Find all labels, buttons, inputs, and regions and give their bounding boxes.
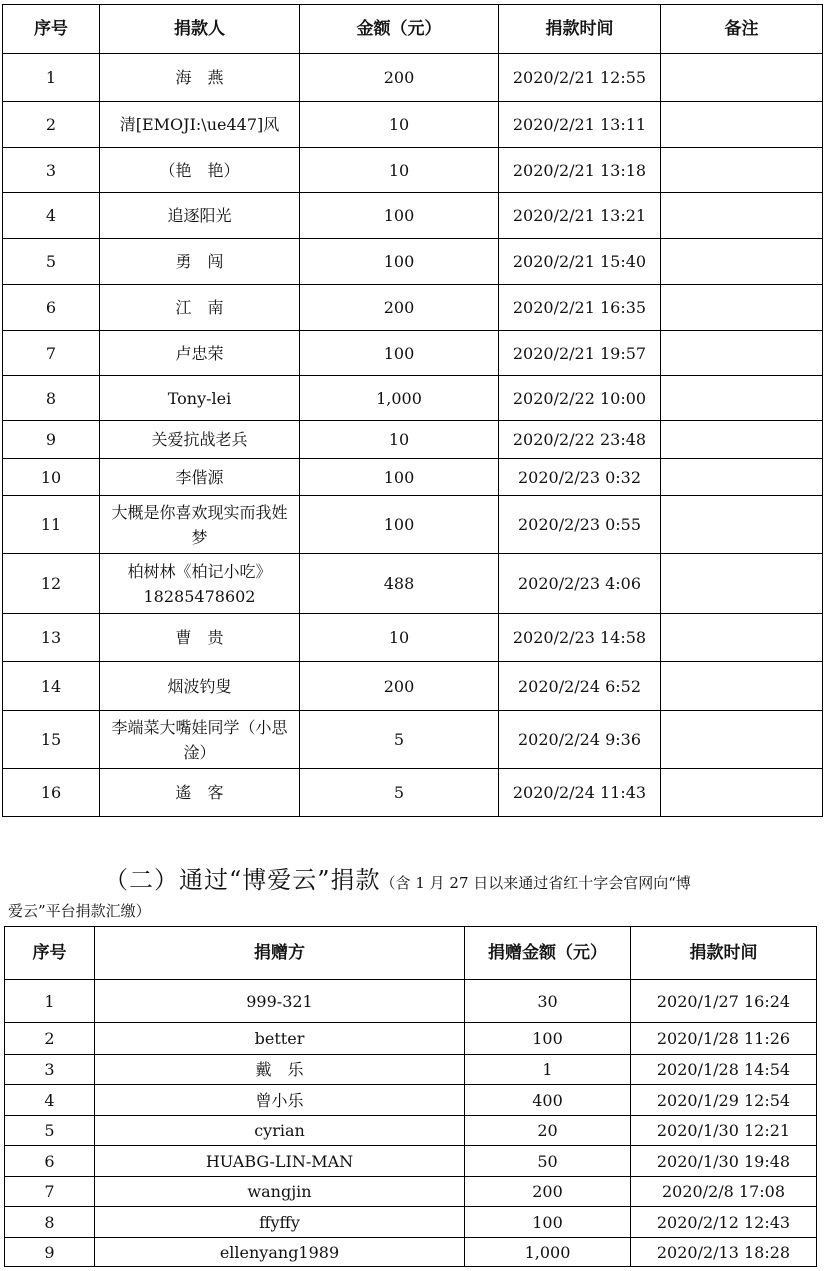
cell-time: 2020/2/24 9:36 — [499, 711, 661, 769]
table-row — [5, 1207, 817, 1238]
cell-donor: 柏树林《柏记小吃》18285478602 — [100, 554, 300, 614]
cell-amount: 100 — [300, 331, 499, 376]
cell-amount: 30 — [465, 980, 631, 1023]
cell-no: 6 — [3, 285, 100, 331]
cell-time: 2020/1/30 19:48 — [631, 1146, 817, 1177]
cell-donor: 追逐阳光 — [100, 193, 300, 239]
cell-no: 3 — [5, 1055, 95, 1085]
cell-no: 8 — [5, 1207, 95, 1238]
cell-donor: 戴 乐 — [95, 1055, 465, 1085]
cell-amount: 1 — [465, 1055, 631, 1085]
cell-time: 2020/2/21 12:55 — [499, 54, 661, 102]
cell-amount: 1,000 — [465, 1238, 631, 1267]
col-header-no: 序号 — [5, 927, 95, 980]
cell-note — [661, 102, 823, 148]
table-row — [3, 459, 823, 496]
table-row — [3, 193, 823, 239]
cell-amount: 200 — [465, 1177, 631, 1207]
table-row — [3, 662, 823, 711]
cell-no: 11 — [3, 496, 100, 554]
cell-no: 2 — [5, 1023, 95, 1055]
cell-time: 2020/2/24 11:43 — [499, 769, 661, 817]
cell-donor: cyrian — [95, 1116, 465, 1146]
cell-time: 2020/2/21 16:35 — [499, 285, 661, 331]
cell-amount: 10 — [300, 421, 499, 459]
cell-note — [661, 54, 823, 102]
cell-donor: 李偕源 — [100, 459, 300, 496]
table-row — [5, 1177, 817, 1207]
cell-donor: 烟波钓叟 — [100, 662, 300, 711]
cell-amount: 1,000 — [300, 376, 499, 421]
cell-note — [661, 459, 823, 496]
cell-donor: 清[EMOJI:\ue447]风 — [100, 102, 300, 148]
col-header-time: 捐款时间 — [631, 927, 817, 980]
cell-no: 13 — [3, 614, 100, 662]
cell-note — [661, 239, 823, 285]
cell-no: 3 — [3, 148, 100, 193]
table-row — [3, 331, 823, 376]
cell-note — [661, 331, 823, 376]
table-row — [3, 102, 823, 148]
cell-no: 1 — [3, 54, 100, 102]
cell-note — [661, 421, 823, 459]
cell-no: 14 — [3, 662, 100, 711]
cell-time: 2020/2/23 4:06 — [499, 554, 661, 614]
cell-amount: 488 — [300, 554, 499, 614]
cell-note — [661, 614, 823, 662]
cell-time: 2020/2/21 13:18 — [499, 148, 661, 193]
cell-note — [661, 193, 823, 239]
table-row — [3, 54, 823, 102]
table-row — [5, 1238, 817, 1267]
table2-header-row — [5, 927, 817, 980]
cell-donor: ffyffy — [95, 1207, 465, 1238]
cell-time: 2020/2/22 10:00 — [499, 376, 661, 421]
col-header-donor: 捐款人 — [100, 5, 300, 54]
col-header-amount: 捐赠金额（元） — [465, 927, 631, 980]
table-row — [3, 285, 823, 331]
cell-donor: 勇 闯 — [100, 239, 300, 285]
cell-amount: 10 — [300, 102, 499, 148]
cell-note — [661, 148, 823, 193]
cell-note — [661, 769, 823, 817]
cell-time: 2020/1/28 11:26 — [631, 1023, 817, 1055]
cell-donor: （艳 艳） — [100, 148, 300, 193]
table-row — [3, 148, 823, 193]
cell-no: 16 — [3, 769, 100, 817]
cell-no: 7 — [3, 331, 100, 376]
cell-note — [661, 496, 823, 554]
cell-amount: 100 — [300, 459, 499, 496]
cell-amount: 5 — [300, 769, 499, 817]
cell-amount: 200 — [300, 54, 499, 102]
cell-time: 2020/2/21 13:11 — [499, 102, 661, 148]
cell-time: 2020/2/22 23:48 — [499, 421, 661, 459]
cell-no: 5 — [5, 1116, 95, 1146]
cell-note — [661, 376, 823, 421]
cell-time: 2020/2/21 19:57 — [499, 331, 661, 376]
cell-donor: 卢忠荣 — [100, 331, 300, 376]
cell-amount: 100 — [300, 193, 499, 239]
donation-table-2 — [4, 926, 817, 1267]
cell-amount: 10 — [300, 148, 499, 193]
cell-time: 2020/1/30 12:21 — [631, 1116, 817, 1146]
cell-donor: HUABG-LIN-MAN — [95, 1146, 465, 1177]
cell-no: 7 — [5, 1177, 95, 1207]
cell-time: 2020/1/28 14:54 — [631, 1055, 817, 1085]
cell-donor: 海 燕 — [100, 54, 300, 102]
cell-no: 12 — [3, 554, 100, 614]
table-row — [3, 711, 823, 769]
table-row — [3, 376, 823, 421]
cell-amount: 100 — [300, 239, 499, 285]
section2-note-part1: （含 1 月 27 日以来通过省红十字会官网向“博 — [380, 874, 691, 892]
cell-amount: 200 — [300, 285, 499, 331]
cell-no: 15 — [3, 711, 100, 769]
cell-amount: 20 — [465, 1116, 631, 1146]
cell-time: 2020/2/21 13:21 — [499, 193, 661, 239]
cell-note — [661, 662, 823, 711]
cell-donor: 遙 客 — [100, 769, 300, 817]
table-row — [5, 980, 817, 1023]
section2-title: （二）通过“博爱云”捐款 — [104, 866, 381, 894]
cell-no: 4 — [3, 193, 100, 239]
cell-note — [661, 285, 823, 331]
cell-no: 4 — [5, 1085, 95, 1116]
cell-no: 9 — [5, 1238, 95, 1267]
col-header-no: 序号 — [3, 5, 100, 54]
table1-header-row — [3, 5, 823, 54]
col-header-amount: 金额（元） — [300, 5, 499, 54]
cell-no: 1 — [5, 980, 95, 1023]
cell-time: 2020/1/27 16:24 — [631, 980, 817, 1023]
cell-amount: 100 — [465, 1023, 631, 1055]
table-row — [3, 554, 823, 614]
table-row — [3, 421, 823, 459]
cell-time: 2020/2/23 0:32 — [499, 459, 661, 496]
cell-amount: 50 — [465, 1146, 631, 1177]
table-row — [5, 1146, 817, 1177]
cell-time: 2020/2/13 18:28 — [631, 1238, 817, 1267]
col-header-note: 备注 — [661, 5, 823, 54]
cell-donor: 999-321 — [95, 980, 465, 1023]
cell-no: 10 — [3, 459, 100, 496]
cell-no: 5 — [3, 239, 100, 285]
table-row — [5, 1055, 817, 1085]
table-row — [3, 239, 823, 285]
cell-no: 8 — [3, 376, 100, 421]
cell-donor: ellenyang1989 — [95, 1238, 465, 1267]
table-row — [3, 769, 823, 817]
cell-time: 2020/2/23 0:55 — [499, 496, 661, 554]
cell-amount: 400 — [465, 1085, 631, 1116]
cell-note — [661, 711, 823, 769]
cell-no: 9 — [3, 421, 100, 459]
cell-amount: 5 — [300, 711, 499, 769]
col-header-donor: 捐赠方 — [95, 927, 465, 980]
col-header-time: 捐款时间 — [499, 5, 661, 54]
table-row — [5, 1023, 817, 1055]
donation-table-1 — [2, 4, 823, 817]
table-row — [3, 496, 823, 554]
cell-donor: 曾小乐 — [95, 1085, 465, 1116]
cell-no: 2 — [3, 102, 100, 148]
cell-time: 2020/2/12 12:43 — [631, 1207, 817, 1238]
cell-donor: 大概是你喜欢现实而我姓梦 — [100, 496, 300, 554]
cell-time: 2020/2/24 6:52 — [499, 662, 661, 711]
cell-no: 6 — [5, 1146, 95, 1177]
cell-donor: 李端菜大嘴娃同学（小思淦） — [100, 711, 300, 769]
cell-donor: wangjin — [95, 1177, 465, 1207]
cell-donor: better — [95, 1023, 465, 1055]
cell-note — [661, 554, 823, 614]
cell-donor: 曹 贵 — [100, 614, 300, 662]
cell-amount: 100 — [465, 1207, 631, 1238]
table-row — [5, 1085, 817, 1116]
cell-amount: 10 — [300, 614, 499, 662]
cell-donor: Tony-lei — [100, 376, 300, 421]
table-row — [3, 614, 823, 662]
cell-time: 2020/2/23 14:58 — [499, 614, 661, 662]
cell-donor: 江 南 — [100, 285, 300, 331]
cell-amount: 100 — [300, 496, 499, 554]
cell-amount: 200 — [300, 662, 499, 711]
cell-time: 2020/2/8 17:08 — [631, 1177, 817, 1207]
cell-time: 2020/1/29 12:54 — [631, 1085, 817, 1116]
table-row — [5, 1116, 817, 1146]
section2-note-part2: 爱云”平台捐款汇缴） — [8, 902, 151, 920]
cell-donor: 关爱抗战老兵 — [100, 421, 300, 459]
cell-time: 2020/2/21 15:40 — [499, 239, 661, 285]
